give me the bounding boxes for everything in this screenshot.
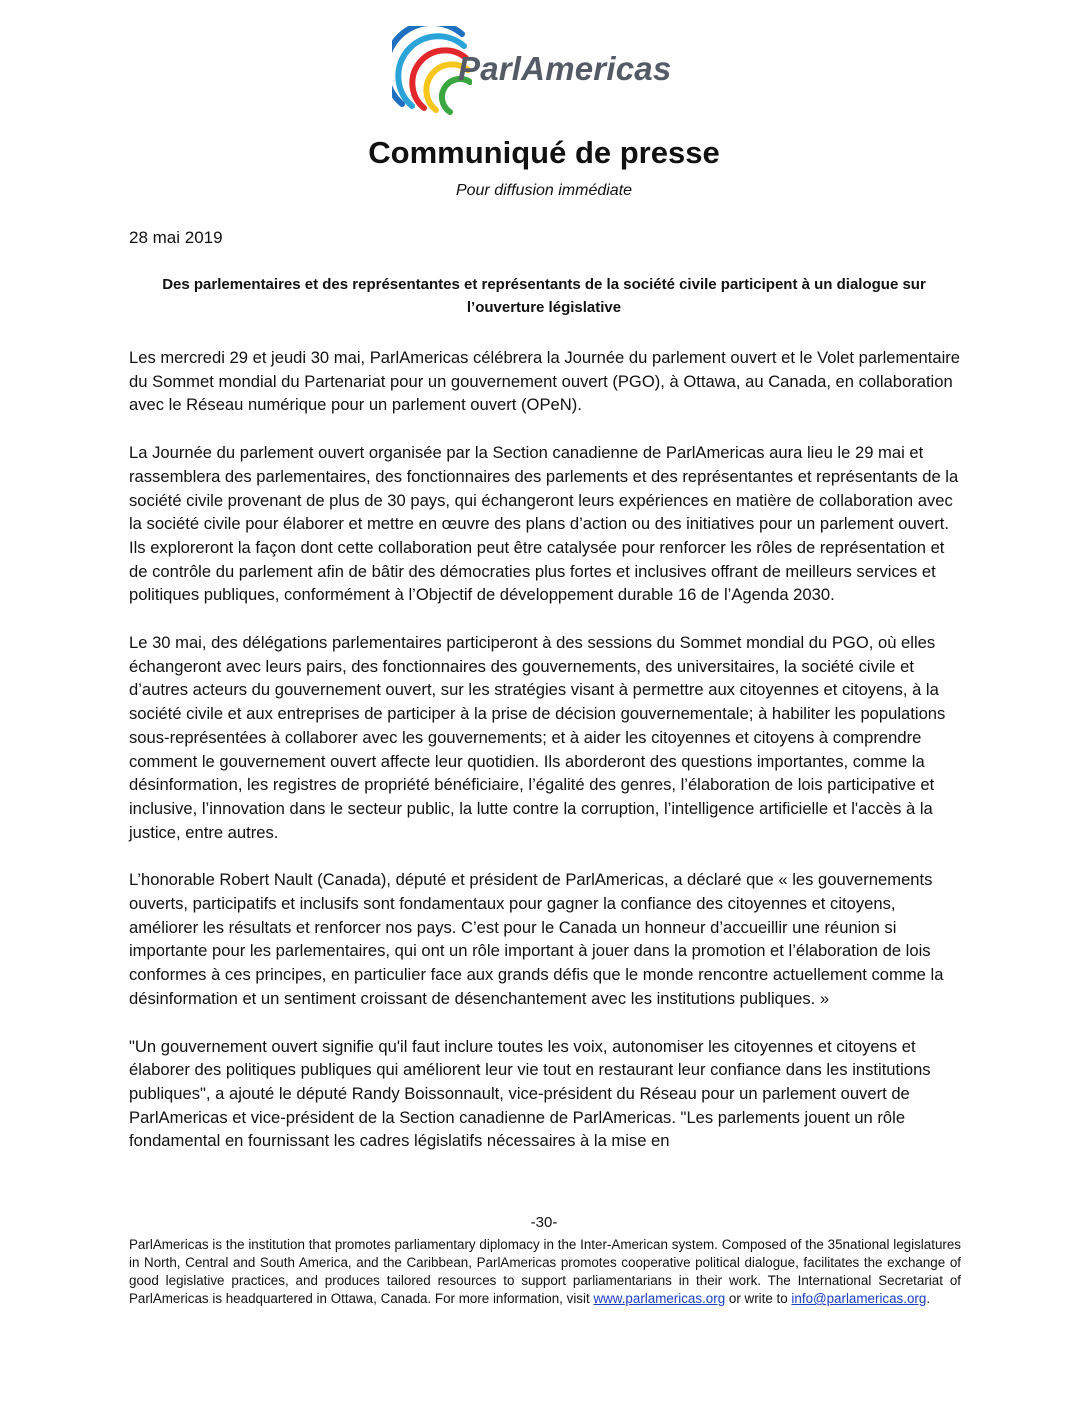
paragraph: La Journée du parlement ouvert organisée par la Section canadienne de ParlAmericas aura lieu le 29 mai et rassemblera des parlementaires, des fonctionnaires des parlements et des représentantes et représentants de la société civile provenant de plus de 30 pays, qui échangeront leurs expériences en matière de collaboration avec la société civile pour élaborer et mettre en œuvre des plans d’action ou des initiatives pour un parlement ouvert. Ils exploreront la façon dont cette collaboration peut être catalysée pour renforcer les rôles de représentation et de contrôle du parlement afin de bâtir des démocraties plus fortes et inclusives offrant de meilleurs services et politiques publiques, conformément à l’Objectif de développement durable 16 de l’Agenda 2030.: [129, 443, 959, 605]
logo-wordmark: ParlAmericas: [458, 50, 672, 87]
parlamericas-logo: [392, 26, 712, 130]
email-link[interactable]: info@parlamericas.org: [791, 1291, 927, 1306]
page-title: Communiqué de presse: [368, 135, 720, 170]
footer-middle-text: or write to: [728, 1291, 788, 1306]
headline: Des parlementaires et des représentantes et représentants de la société civile participent à un dialogue sur l’ouverture législative: [162, 276, 926, 316]
paragraph: Les mercredi 29 et jeudi 30 mai, ParlAmericas célébrera la Journée du parlement ouvert et le Volet parlementaire du Sommet mondial du Partenariat pour un gouvernement ouvert (PGO), à Ottawa, au Canada, en collaboration avec le Réseau numérique pour un parlement ouvert (OPeN).: [129, 348, 961, 415]
paragraph: Le 30 mai, des délégations parlementaires participeront à des sessions du Sommet mondial du PGO, où elles échangeront avec leurs pairs, des fonctionnaires des gouvernements, des universitaires, la société civile et d’autres acteurs du gouvernement ouvert, sur les stratégies visant à permettre aux citoyennes et citoyens, à la société civile et aux entreprises de participer à la prise de décision gouvernementale; à habiliter les populations sous-représentées à collaborer avec les gouvernements; et à aider les citoyennes et citoyens à comprendre comment le gouvernement ouvert affecte leur quotidien. Ils aborderont des questions importantes, comme la désinformation, les registres de propriété bénéficiaire, l’égalité des genres, l’élaboration de lois participative et inclusive, l’innovation dans le secteur public, la lutte contre la corruption, l’intelligence artificielle et l'accès à la justice, entre autres.: [129, 633, 946, 842]
end-marker: -30-: [530, 1214, 558, 1231]
paragraph: L’honorable Robert Nault (Canada), député et président de ParlAmericas, a déclaré que « les gouvernements ouverts, participatifs et inclusifs sont fondamentaux pour gagner la confiance des citoyennes et citoyens, améliorer les résultats et renforcer nos pays. C’est pour le Canada un honneur d’accueillir une réunion si importante pour les parlementaires, qui ont un rôle important à jouer dans la promotion et l’élaboration de lois conformes à ces principes, en particulier face aux grands défis que le monde rencontre actuellement comme la désinformation et un sentiment croissant de désenchantement avec les institutions publiques. »: [129, 870, 944, 1008]
article-body: [129, 346, 961, 1177]
page-subtitle: Pour diffusion immédiate: [455, 182, 633, 199]
paragraph: "Un gouvernement ouvert signifie qu'il faut inclure toutes les voix, autonomiser les citoyennes et citoyens et élaborer des politiques publiques qui améliorent leur vie tout en restaurant leur confiance dans les institutions publiques", a ajouté le député Randy Boissonnault, vice-président du Réseau pour un parlement ouvert de ParlAmericas et vice-président de la Section canadienne de ParlAmericas. "Les parlements jouent un rôle fondamental en fournissant les cadres législatifs nécessaires à la mise en: [129, 1036, 931, 1151]
footer-end: .: [926, 1291, 931, 1306]
footer-text: ParlAmericas is the institution that promotes parliamentary diplomacy in the Inter-American system. Composed of the 35national legislatures in North, Central and South America, and the Caribbean, ParlAmericas promotes cooperative political dialogue, facilitates the exchange of good legislative practices, and produces tailored resources to support parliamentarians in their work. The International Secretariat of ParlAmericas is headquartered in Ottawa, Canada. For more information, visit: [129, 1237, 961, 1306]
footer: [129, 1236, 961, 1308]
release-date: 28 mai 2019: [129, 228, 223, 247]
website-link[interactable]: www.parlamericas.org: [593, 1291, 726, 1306]
